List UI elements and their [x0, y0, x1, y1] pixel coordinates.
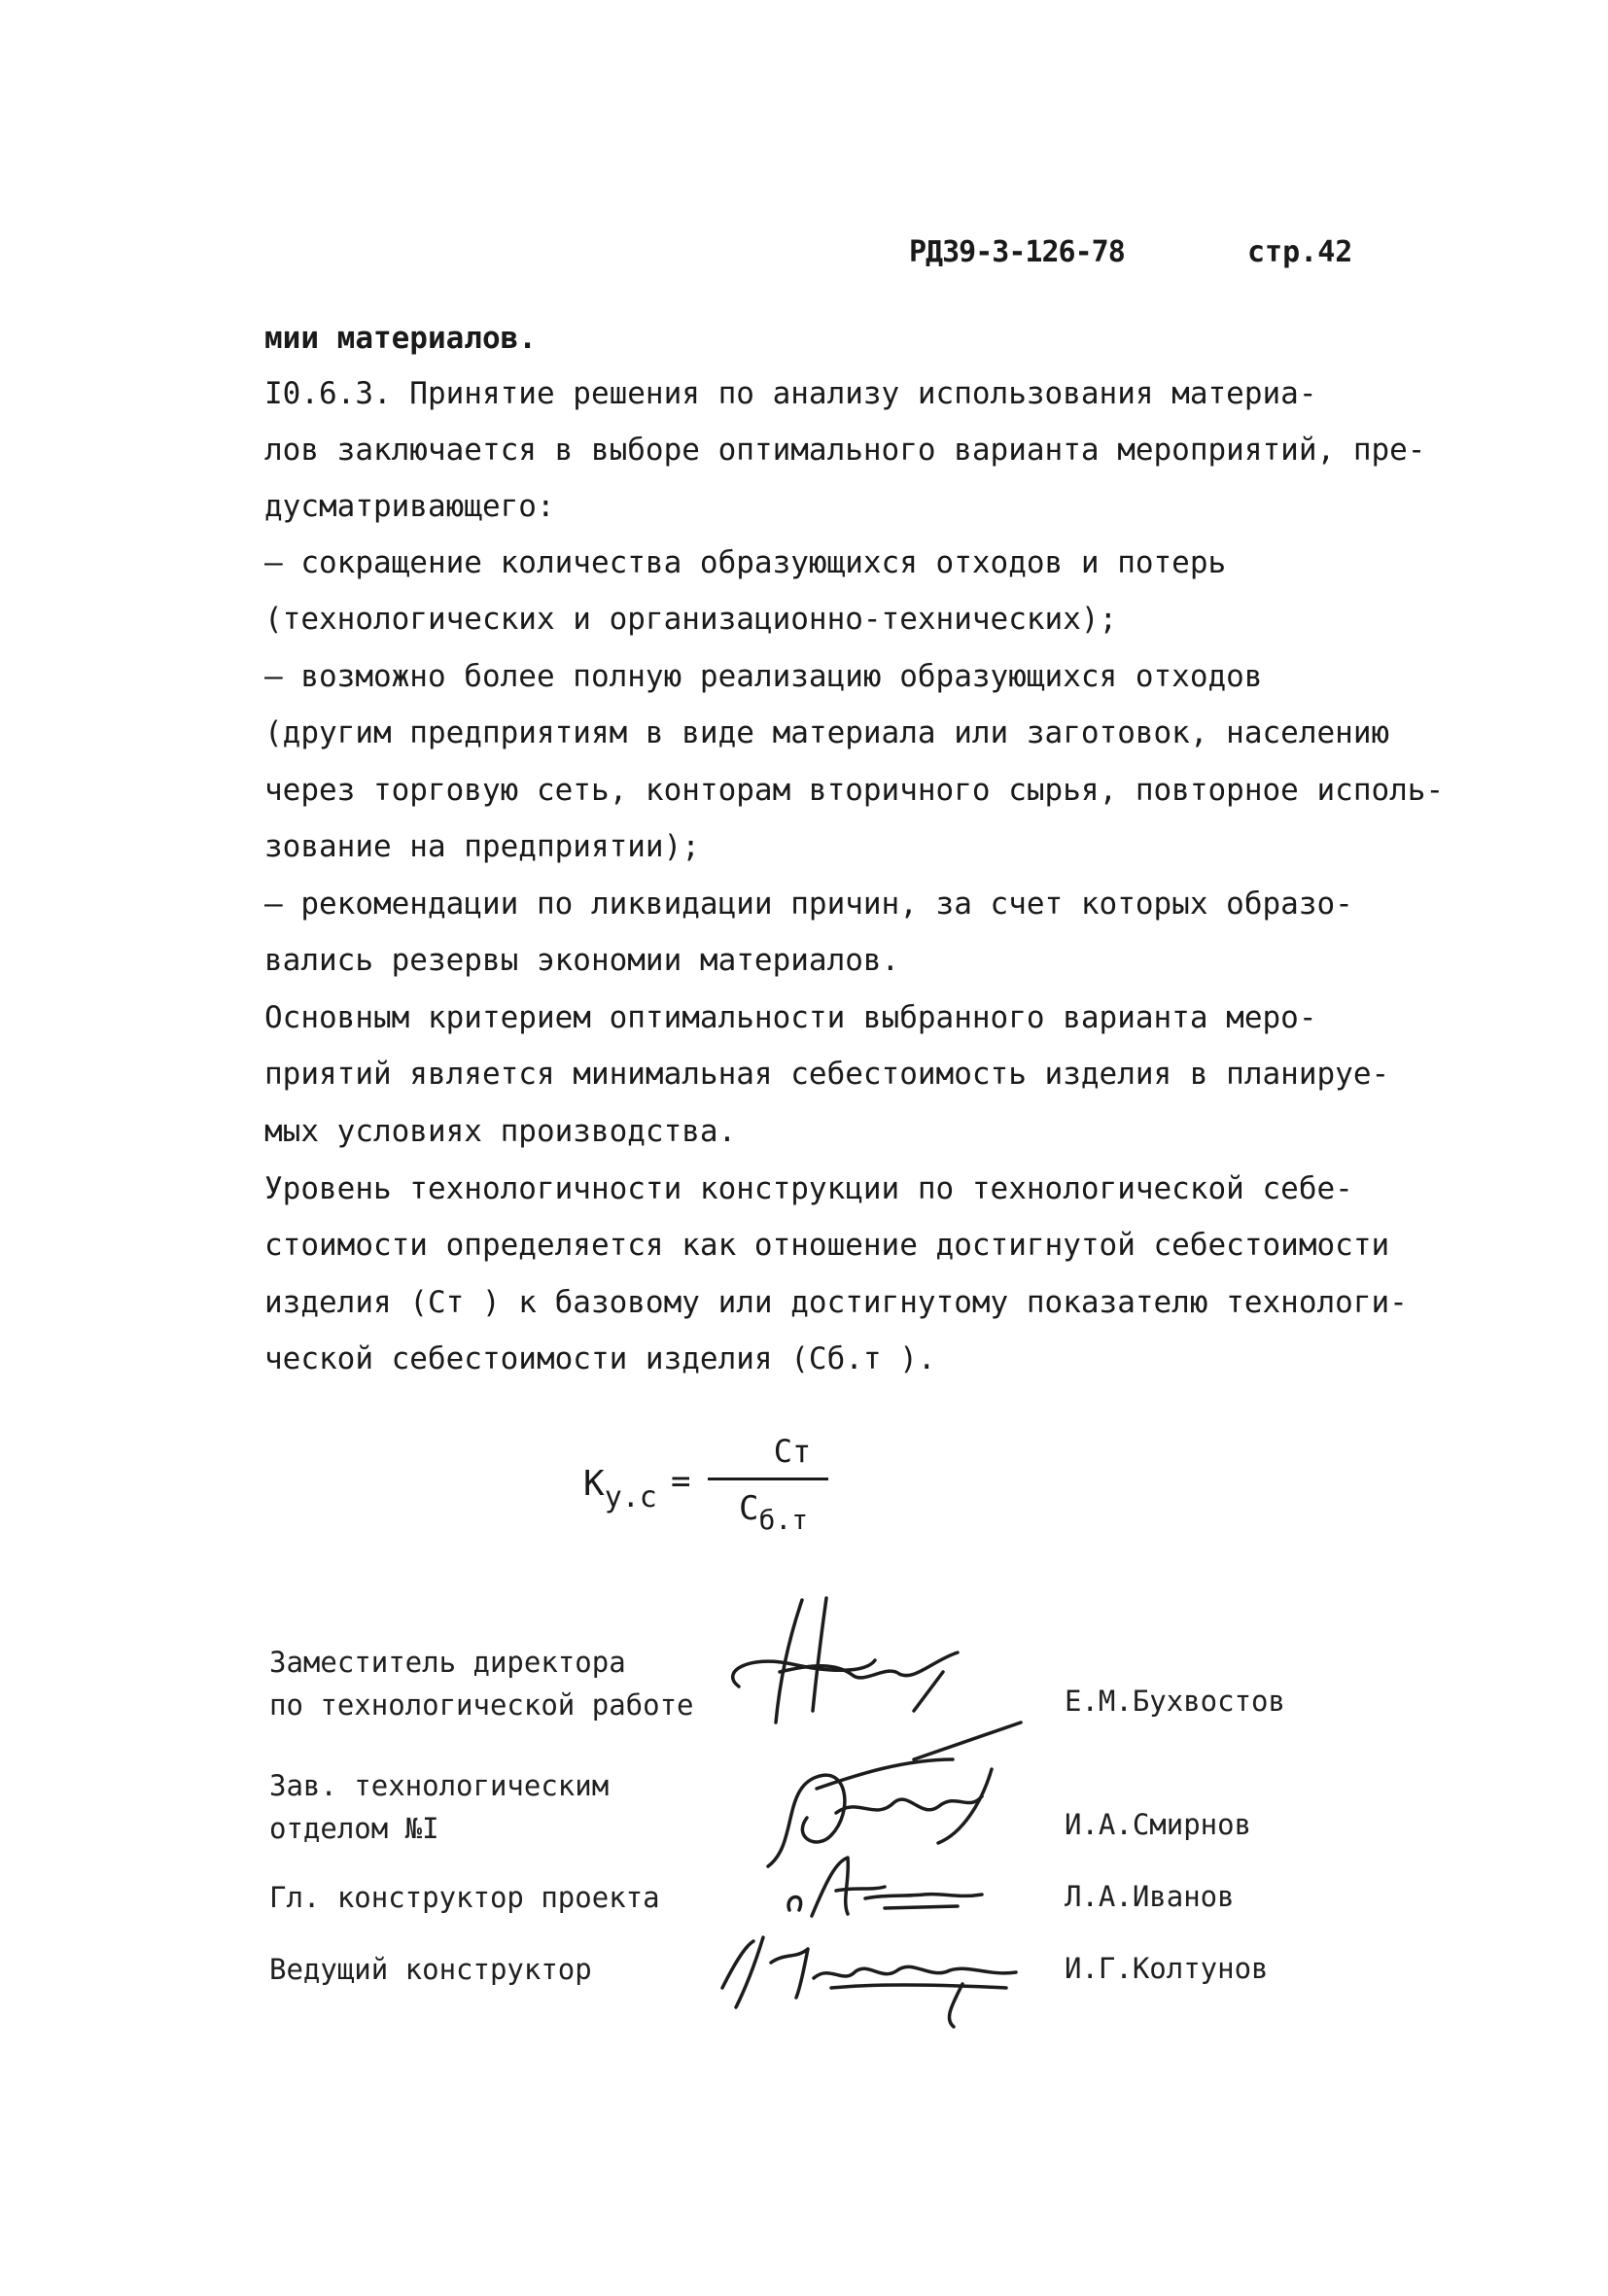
signatory-name: И.Г.Колтунов: [1065, 1952, 1269, 1985]
document-code: РДЗ9-3-126-78: [909, 235, 1125, 269]
signatory-name: И.А.Смирнов: [1065, 1808, 1252, 1841]
formula: [583, 1433, 836, 1546]
text-line: зование на предприятии);: [264, 829, 700, 864]
text-line: стоимости определяется как отношение достигнутой себестоимости: [264, 1228, 1390, 1263]
signatory-role: Гл. конструктор проекта: [269, 1881, 660, 1914]
text-line: І0.6.3. Принятие решения по анализу использования материа-: [264, 376, 1317, 411]
signatory-name: Л.А.Иванов: [1065, 1880, 1235, 1913]
text-line: мии материалов.: [264, 321, 537, 356]
text-line: Основным критерием оптимальности выбранного варианта меро-: [264, 1000, 1317, 1035]
formula-numerator: Ст: [773, 1433, 812, 1470]
fraction-bar: [708, 1478, 828, 1480]
signature-mark: [719, 1594, 972, 1730]
text-line: лов заключается в выборе оптимального варианта мероприятий, пре-: [264, 433, 1426, 468]
text-line: – сокращение количества образующихся отходов и потерь: [264, 545, 1227, 580]
signature-mark: [778, 1852, 992, 1925]
text-line: – рекомендации по ликвидации причин, за счет которых образо-: [264, 887, 1353, 922]
formula-denominator-subscript: б.т: [758, 1504, 809, 1536]
text-line: (другим предприятиям в виде материала или заготовок, населению: [264, 715, 1390, 750]
formula-denominator: $С_{б.т}$: [739, 1489, 809, 1536]
text-line: дусматривающего:: [264, 489, 555, 524]
text-line: ческой себестоимости изделия (Сб.т ).: [264, 1341, 936, 1376]
signatory-name: Е.М.Бухвостов: [1065, 1685, 1285, 1718]
text-line: через торговую сеть, конторам вторичного сырья, повторное исполь-: [264, 773, 1445, 808]
text-line: – возможно более полную реализацию образующихся отходов: [264, 659, 1263, 694]
page-number: стр.42: [1247, 235, 1353, 269]
signature-mark: [715, 1930, 1035, 2032]
text-line: вались резервы экономии материалов.: [264, 943, 900, 978]
text-line: Уровень технологичности конструкции по технологической себе-: [264, 1171, 1353, 1206]
signatory-role: Заместитель директора по технологической работе: [269, 1646, 694, 1722]
signatory-role: Зав. технологическим отделом №І: [269, 1769, 610, 1845]
formula-lhs: $К_{у.с}$: [583, 1464, 657, 1514]
formula-lhs-subscript: у.с: [604, 1480, 657, 1514]
text-line: приятий является минимальная себестоимость изделия в планируе-: [264, 1057, 1390, 1092]
formula-equals: =: [671, 1462, 691, 1501]
text-line: мых условиях производства.: [264, 1114, 737, 1149]
signatory-role: Ведущий конструктор: [269, 1953, 592, 1986]
text-line: изделия (Ст ) к базовому или достигнутому показателю технологи-: [264, 1285, 1408, 1320]
text-line: (технологических и организационно-технических);: [264, 602, 1118, 637]
